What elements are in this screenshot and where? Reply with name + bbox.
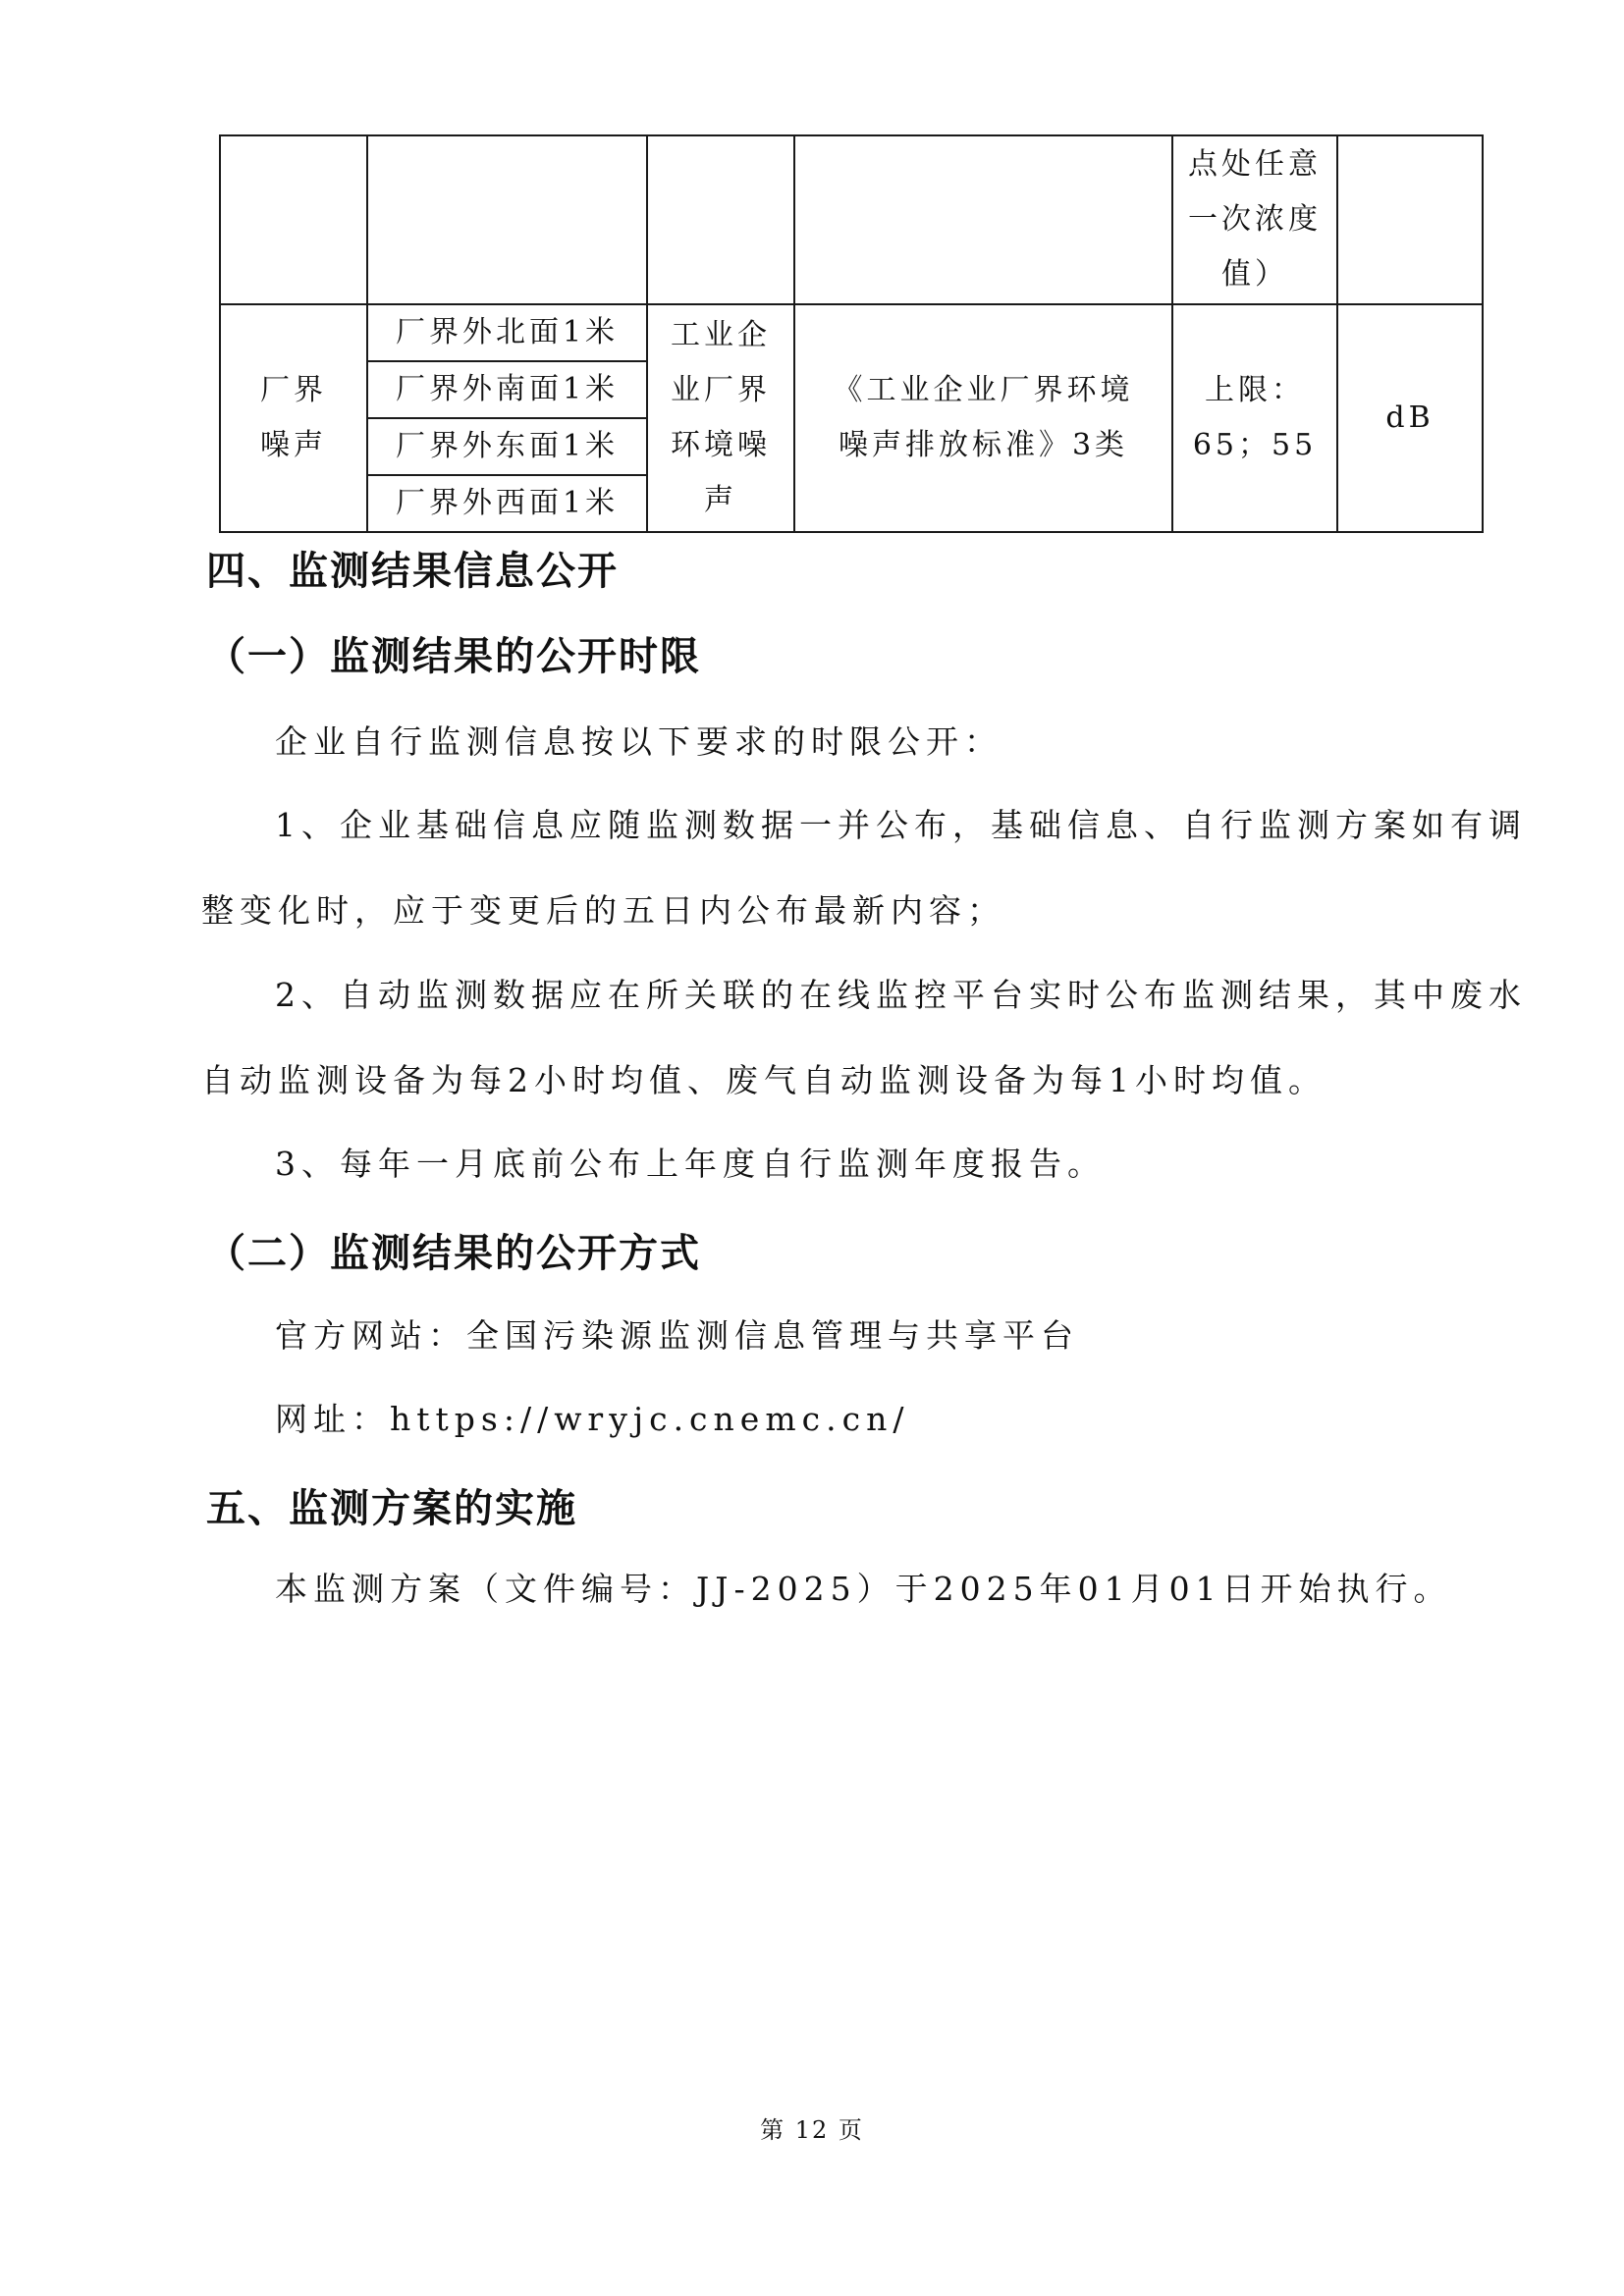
table-row [220, 135, 1483, 304]
section5-heading: 五、监测方案的实施 [206, 1486, 577, 1531]
item1-line2: 整变化时，应于变更后的五日内公布最新内容； [201, 891, 1005, 930]
noise-point-cell: 厂界外南面1米 [367, 361, 647, 418]
website-line: 官方网站：全国污染源监测信息管理与共享平台 [275, 1316, 1079, 1355]
noise-category-cell: 厂界噪声 [220, 304, 367, 532]
noise-standard-ref-cell: 《工业企业厂界环境噪声排放标准》3类 [794, 304, 1172, 532]
url-line: 网址：https://wryjc.cnemc.cn/ [275, 1400, 910, 1438]
table-row-noise [220, 304, 1483, 361]
table-cell [647, 135, 794, 304]
table-cell [1337, 135, 1483, 304]
item2-line1: 2、自动监测数据应在所关联的在线监控平台实时公布监测结果，其中废水 [275, 976, 1527, 1014]
item2-line2: 自动监测设备为每2小时均值、废气自动监测设备为每1小时均值。 [201, 1061, 1326, 1099]
section5-text: 本监测方案（文件编号：JJ-2025）于2025年01月01日开始执行。 [275, 1570, 1452, 1608]
monitoring-table [219, 134, 1484, 533]
noise-point-cell: 厂界外西面1米 [367, 475, 647, 532]
item3: 3、每年一月底前公布上年度自行监测年度报告。 [275, 1145, 1106, 1183]
item1-line1: 1、企业基础信息应随监测数据一并公布，基础信息、自行监测方案如有调 [275, 806, 1527, 844]
noise-unit-cell: dB [1337, 304, 1483, 532]
noise-standard-name-cell: 工业企业厂界环境噪声 [647, 304, 794, 532]
section4-sub2-heading: （二）监测结果的公开方式 [206, 1231, 701, 1276]
table-cell [794, 135, 1172, 304]
sub1-intro: 企业自行监测信息按以下要求的时限公开： [275, 722, 1002, 761]
noise-point-cell: 厂界外东面1米 [367, 418, 647, 475]
section4-sub1-heading: （一）监测结果的公开时限 [206, 634, 701, 679]
noise-limit-cell: 上限： 65；55 [1172, 304, 1337, 532]
table-cell [220, 135, 367, 304]
table-cell-note: 点处任意 一次浓度 值） [1172, 135, 1337, 304]
noise-point-cell: 厂界外北面1米 [367, 304, 647, 361]
section4-heading: 四、监测结果信息公开 [206, 549, 619, 594]
table-cell [367, 135, 647, 304]
page-number: 第 12 页 [760, 2116, 864, 2144]
